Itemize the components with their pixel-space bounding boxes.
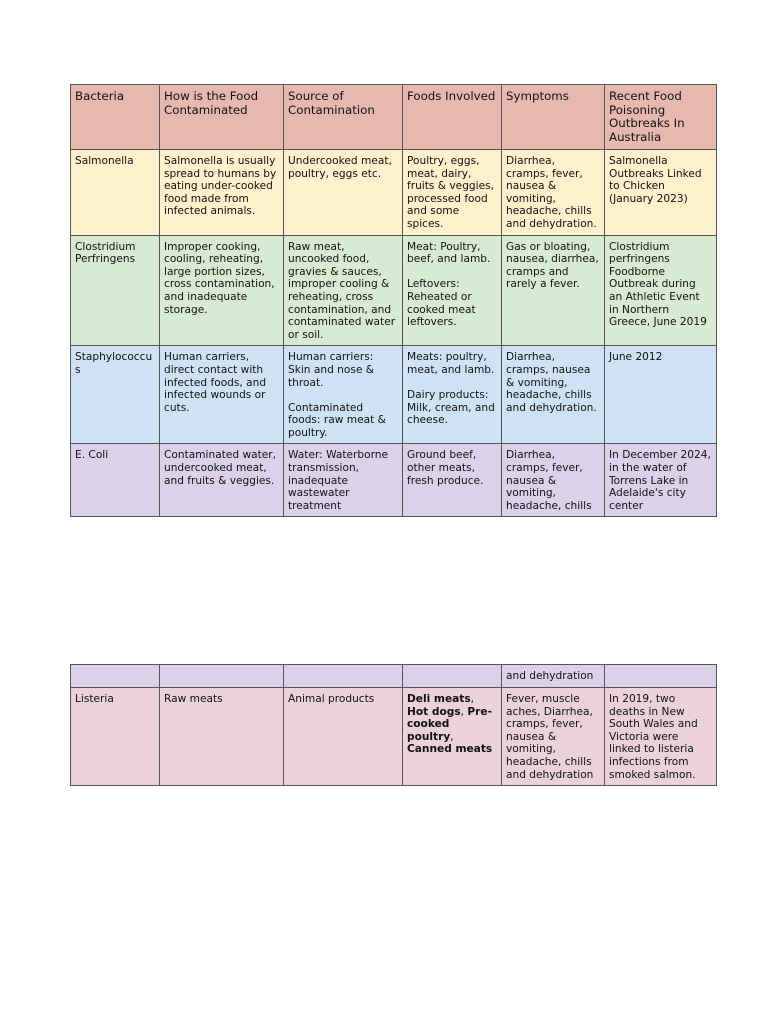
food-separator: ,	[460, 705, 468, 718]
cell-bacteria: E. Coli	[71, 444, 160, 517]
cell-source	[284, 665, 403, 688]
food-deli-meats: Deli meats	[407, 693, 471, 705]
cell-symptoms: Diarrhea, cramps, fever, nausea & vomiting, headache, chills and dehydration.	[502, 150, 605, 236]
cell-how: Salmonella is usually spread to humans by eating under-cooked food made from infected animals.	[160, 150, 284, 236]
cell-how: Raw meats	[160, 688, 284, 786]
cell-bacteria	[71, 665, 160, 688]
header-symptoms: Symptoms	[502, 85, 605, 150]
header-source: Source of Contamination	[284, 85, 403, 150]
cell-how: Improper cooking, cooling, reheating, large portion sizes, cross contamination, and inadequate storage.	[160, 235, 284, 346]
food-hot-dogs: Hot dogs	[407, 705, 461, 718]
cell-bacteria: Staphylococcus	[71, 346, 160, 444]
cell-source: Water: Waterborne transmission, inadequate wastewater treatment	[284, 444, 403, 517]
header-foods: Foods Involved	[403, 85, 502, 150]
table-row	[71, 150, 717, 236]
cell-how	[160, 665, 284, 688]
table-row	[71, 346, 717, 444]
cell-symptoms: and dehydration	[502, 665, 605, 688]
cell-foods: Meats: poultry, meat, and lamb. Dairy products: Milk, cream, and cheese.	[403, 346, 502, 444]
cell-outbreaks: In 2019, two deaths in New South Wales and Victoria were linked to listeria infections from smoked salmon.	[605, 688, 717, 786]
table-row	[71, 688, 717, 786]
cell-bacteria: Salmonella	[71, 150, 160, 236]
cell-foods: Ground beef, other meats, fresh produce.	[403, 444, 502, 517]
bacteria-table	[70, 84, 717, 517]
cell-foods	[403, 688, 502, 786]
cell-bacteria: Listeria	[71, 688, 160, 786]
food-separator: ,	[450, 730, 454, 743]
header-outbreaks: Recent Food Poisoning Outbreaks In Australia	[605, 85, 717, 150]
cell-source: Raw meat, uncooked food, gravies & sauces, improper cooling & reheating, cross contamination, and contaminated water or soil.	[284, 235, 403, 346]
cell-outbreaks: June 2012	[605, 346, 717, 444]
food-canned-meats: Canned meats	[407, 743, 493, 756]
cell-foods: Poultry, eggs, meat, dairy, fruits & veggies, processed food and some spices.	[403, 150, 502, 236]
cell-source: Human carriers: Skin and nose & throat. Contaminated foods: raw meat & poultry.	[284, 346, 403, 444]
bacteria-table-continued	[70, 664, 717, 786]
cell-symptoms: Diarrhea, cramps, fever, nausea & vomiting, headache, chills	[502, 444, 605, 517]
food-pre-cooked-poultry: Pre-cooked poultry	[407, 705, 492, 743]
cell-symptoms: Fever, muscle aches, Diarrhea, cramps, fever, nausea & vomiting, headache, chills and dehydration	[502, 688, 605, 786]
header-how-contaminated: How is the Food Contaminated	[160, 85, 284, 150]
cell-symptoms: Gas or bloating, nausea, diarrhea, cramps and rarely a fever.	[502, 235, 605, 346]
cell-foods: Meat: Poultry, beef, and lamb. Leftovers: Reheated or cooked meat leftovers.	[403, 235, 502, 346]
cell-outbreaks: Salmonella Outbreaks Linked to Chicken (January 2023)	[605, 150, 717, 236]
cell-how: Human carriers, direct contact with infected foods, and infected wounds or cuts.	[160, 346, 284, 444]
header-row	[71, 85, 717, 150]
cell-outbreaks: Clostridium perfringens Foodborne Outbreak during an Athletic Event in Northern Greece, June 2019	[605, 235, 717, 346]
table-row-continuation	[71, 665, 717, 688]
cell-how: Contaminated water, undercooked meat, and fruits & veggies.	[160, 444, 284, 517]
cell-bacteria: Clostridium Perfringens	[71, 235, 160, 346]
table-row	[71, 444, 717, 517]
header-bacteria: Bacteria	[71, 85, 160, 150]
cell-symptoms: Diarrhea, cramps, nausea & vomiting, headache, chills and dehydration.	[502, 346, 605, 444]
cell-source: Animal products	[284, 688, 403, 786]
food-separator: ,	[470, 693, 475, 705]
cell-outbreaks	[605, 665, 717, 688]
cell-outbreaks: In December 2024, in the water of Torrens Lake in Adelaide's city center	[605, 444, 717, 517]
table-row	[71, 235, 717, 346]
cell-foods	[403, 665, 502, 688]
cell-source: Undercooked meat, poultry, eggs etc.	[284, 150, 403, 236]
